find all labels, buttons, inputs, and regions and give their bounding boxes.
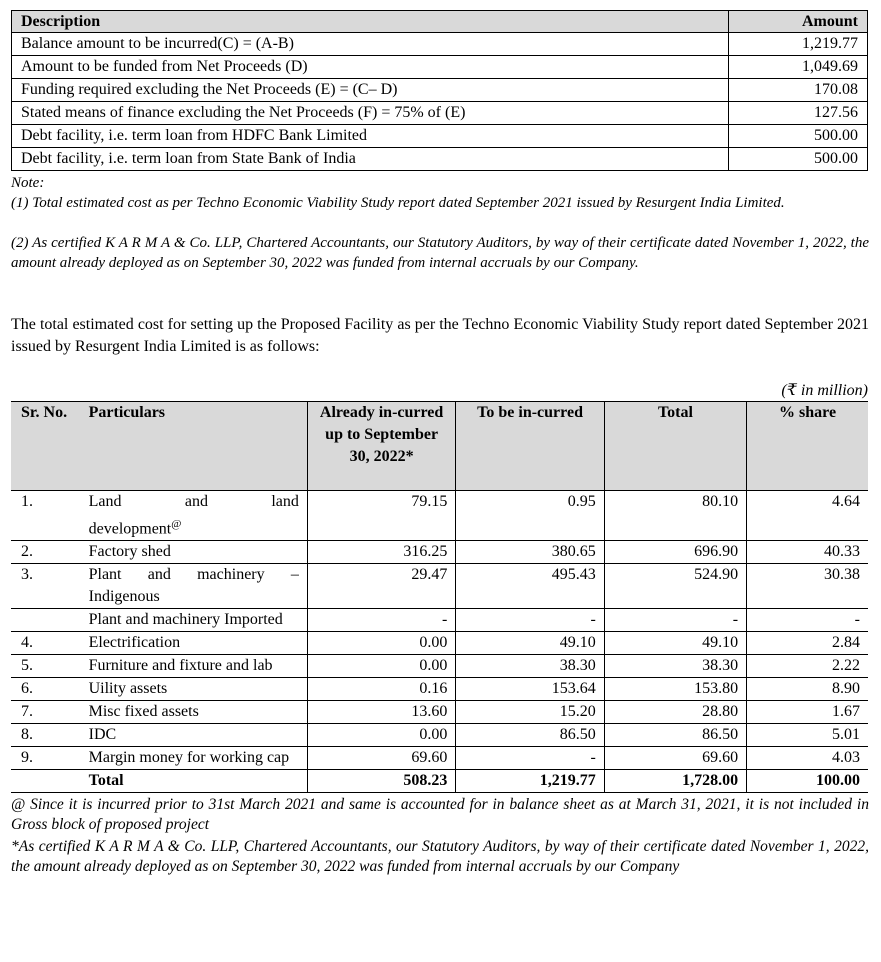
- particulars-word: Land: [88, 493, 122, 510]
- to-be-incurred-value: 15.20: [456, 701, 604, 724]
- total-value: 524.90: [604, 564, 746, 609]
- sr-no: 6.: [11, 678, 81, 701]
- total-value: -: [604, 609, 746, 632]
- footnote-at: @ Since it is incurred prior to 31st March 2021 and same is accounted for in balance sheet as at March 31, 2021, it is not included in Gross block of proposed project: [11, 796, 869, 833]
- share-value: 4.64: [747, 491, 868, 541]
- sr-no: 8.: [11, 724, 81, 747]
- row-label: Stated means of finance excluding the Net Proceeds (F) = 75% of (E): [12, 102, 729, 125]
- row-amount: 1,049.69: [729, 56, 868, 79]
- share-value: 2.84: [747, 632, 868, 655]
- to-be-incurred-header: To be in-curred: [456, 402, 604, 491]
- incurred-value: 0.00: [307, 632, 455, 655]
- total-value: 49.10: [604, 632, 746, 655]
- footnote-star: *As certified K A R M A & Co. LLP, Chartered Accountants, our Statutory Auditors, by way of their certificate dated November 1, 2022, the amount already deployed as on September 30, 2022 was funded from internal accruals by our Company: [11, 838, 869, 875]
- particulars: Uility assets: [81, 678, 308, 701]
- sr-no: 5.: [11, 655, 81, 678]
- particulars: IDC: [81, 724, 308, 747]
- note-2: (2) As certified K A R M A & Co. LLP, Chartered Accountants, our Statutory Auditors, by way of their certificate dated November 1, 2022, the amount already deployed as on September 30, 2022 was funded from internal accruals by our Company.: [11, 235, 869, 271]
- total-value: 153.80: [604, 678, 746, 701]
- total-value: 69.60: [604, 747, 746, 770]
- share-value: -: [747, 609, 868, 632]
- table-row: [12, 148, 868, 171]
- incurred-value: 0.00: [307, 724, 455, 747]
- table-row: [12, 79, 868, 102]
- incurred-value: 13.60: [307, 701, 455, 724]
- share-value: 40.33: [747, 541, 868, 564]
- table-row: [11, 564, 868, 609]
- row-amount: 127.56: [729, 102, 868, 125]
- to-be-incurred-value: 0.95: [456, 491, 604, 541]
- particulars: Factory shed: [81, 541, 308, 564]
- to-be-incurred-value: 49.10: [456, 632, 604, 655]
- table-row: [11, 747, 868, 770]
- sr-no: 2.: [11, 541, 81, 564]
- estimated-cost-table: [11, 401, 868, 793]
- sr-no: [11, 609, 81, 632]
- incurred-value: 316.25: [307, 541, 455, 564]
- total-value: 86.50: [604, 724, 746, 747]
- row-label: Balance amount to be incurred(C) = (A-B): [12, 33, 729, 56]
- table-row: [11, 632, 868, 655]
- intro-paragraph: The total estimated cost for setting up the Proposed Facility as per the Techno Economic Viability Study report dated September 2021 issued by Resurgent India Limited is as follows:: [11, 316, 869, 355]
- table-row: [11, 655, 868, 678]
- total-incurred: 508.23: [307, 770, 455, 793]
- total-row: [11, 770, 868, 793]
- grand-total: 1,728.00: [604, 770, 746, 793]
- sr-no-header: Sr. No.: [11, 402, 81, 491]
- table-row: [11, 609, 868, 632]
- total-label: Total: [81, 770, 308, 793]
- sr-no: 7.: [11, 701, 81, 724]
- particulars: Plant and machinery Imported: [81, 609, 308, 632]
- particulars: Furniture and fixture and lab: [81, 655, 308, 678]
- particulars: [81, 491, 308, 541]
- incurred-value: 29.47: [307, 564, 455, 609]
- to-be-incurred-value: 38.30: [456, 655, 604, 678]
- particulars-word: development: [88, 520, 172, 538]
- particulars: Misc fixed assets: [81, 701, 308, 724]
- particulars: Electrification: [81, 632, 308, 655]
- sr-no: 4.: [11, 632, 81, 655]
- sr-no: 3.: [11, 564, 81, 609]
- total-value: 80.10: [604, 491, 746, 541]
- share-value: 8.90: [747, 678, 868, 701]
- share-value: 5.01: [747, 724, 868, 747]
- sr-no: 9.: [11, 747, 81, 770]
- particulars: Margin money for working cap: [81, 747, 308, 770]
- total-value: 696.90: [604, 541, 746, 564]
- incurred-value: -: [307, 609, 455, 632]
- amount-header: Amount: [729, 11, 868, 33]
- sr-no: 1.: [11, 491, 81, 541]
- particulars-word: land: [271, 493, 299, 510]
- table-row: [11, 724, 868, 747]
- table-row: [11, 541, 868, 564]
- total-to-be-incurred: 1,219.77: [456, 770, 604, 793]
- to-be-incurred-value: -: [456, 609, 604, 632]
- share-header: % share: [747, 402, 868, 491]
- already-incurred-header: Already in-curred up to September 30, 2022*: [307, 402, 455, 491]
- row-label: Funding required excluding the Net Proceeds (E) = (C– D): [12, 79, 729, 102]
- to-be-incurred-value: 380.65: [456, 541, 604, 564]
- table-row: [12, 102, 868, 125]
- table-row: [11, 491, 868, 541]
- share-value: 1.67: [747, 701, 868, 724]
- table-row: [12, 56, 868, 79]
- share-value: 2.22: [747, 655, 868, 678]
- row-label: Debt facility, i.e. term loan from HDFC Bank Limited: [12, 125, 729, 148]
- row-amount: 1,219.77: [729, 33, 868, 56]
- means-of-finance-table: [11, 10, 868, 171]
- total-value: 38.30: [604, 655, 746, 678]
- footnote-marker: @: [171, 518, 182, 530]
- total-header: Total: [604, 402, 746, 491]
- table-row: [11, 678, 868, 701]
- incurred-value: 0.16: [307, 678, 455, 701]
- table-row: [11, 701, 868, 724]
- to-be-incurred-value: -: [456, 747, 604, 770]
- particulars-word: and: [184, 493, 208, 510]
- row-label: Amount to be funded from Net Proceeds (D): [12, 56, 729, 79]
- total-value: 28.80: [604, 701, 746, 724]
- row-amount: 500.00: [729, 148, 868, 171]
- row-amount: 500.00: [729, 125, 868, 148]
- table-row: [12, 33, 868, 56]
- row-amount: 170.08: [729, 79, 868, 102]
- row-label: Debt facility, i.e. term loan from State Bank of India: [12, 148, 729, 171]
- table-row: [12, 125, 868, 148]
- to-be-incurred-value: 495.43: [456, 564, 604, 609]
- to-be-incurred-value: 86.50: [456, 724, 604, 747]
- share-value: 4.03: [747, 747, 868, 770]
- note-title: Note:: [11, 175, 45, 191]
- incurred-value: 79.15: [307, 491, 455, 541]
- particulars-header: Particulars: [81, 402, 308, 491]
- description-header: Description: [12, 11, 729, 33]
- total-share: 100.00: [747, 770, 868, 793]
- unit-label: (₹ in million): [781, 382, 868, 399]
- table-header-row: [12, 11, 868, 33]
- table-header-row: [11, 402, 868, 491]
- to-be-incurred-value: 153.64: [456, 678, 604, 701]
- incurred-value: 0.00: [307, 655, 455, 678]
- note-1: (1) Total estimated cost as per Techno Economic Viability Study report dated September 2021 issued by Resurgent India Limited.: [11, 195, 785, 211]
- share-value: 30.38: [747, 564, 868, 609]
- particulars: Plant and machinery – Indigenous: [81, 564, 308, 609]
- incurred-value: 69.60: [307, 747, 455, 770]
